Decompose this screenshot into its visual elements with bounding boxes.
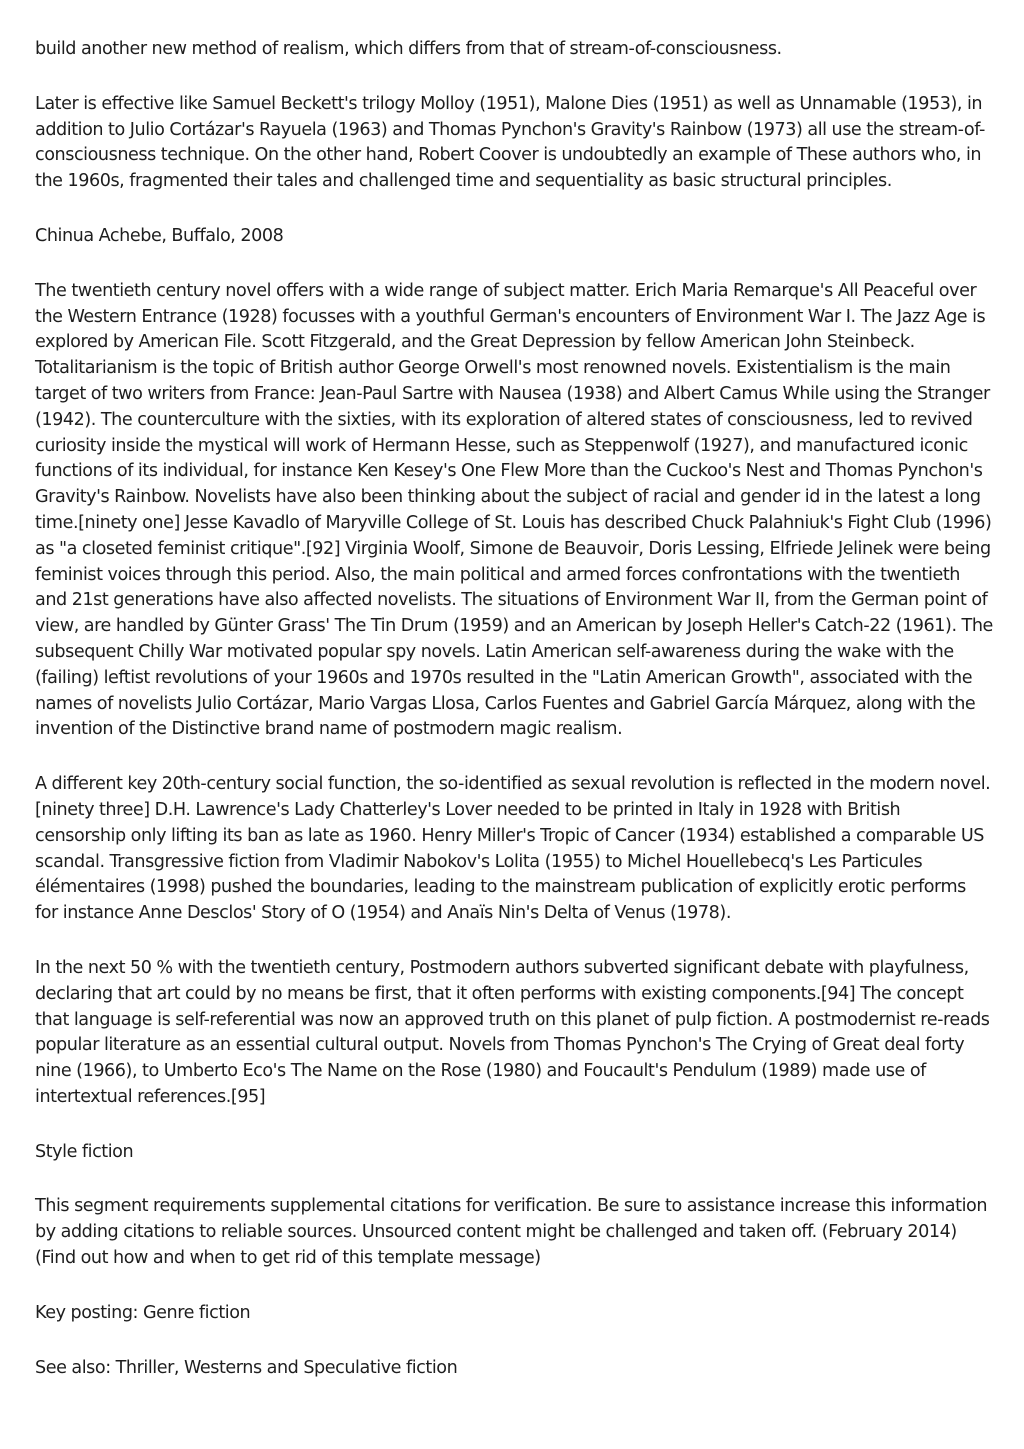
see-also-line: See also: Thriller, Westerns and Speculative fiction (35, 1357, 458, 1378)
main-article-link: Key posting: Genre fiction (35, 1302, 251, 1323)
image-caption: Chinua Achebe, Buffalo, 2008 (35, 225, 284, 246)
paragraph-stream-of-consciousness: Later is effective like Samuel Beckett's trilogy Molloy (1951), Malone Dies (1951) as well as Unnamable (1953), in addition to Julio Cortázar's Rayuela (1963) and Thomas Pynchon's Gravity's Rainbow (1973) all use the stream-of-consciousness technique. On the other hand, Robert Coover is undoubtedly an example of These authors who, in the 1960s, fragmented their tales and challenged time and sequentiality as basic structural principles. (35, 93, 985, 192)
paragraph-postmodern: In the next 50 % with the twentieth century, Postmodern authors subverted significant debate with playfulness, declaring that art could by no means be first, that it often performs with existing components.[94] The concept that language is self-referential was now an approved truth on this planet of pulp fiction. A postmodernist re-reads popular literature as an essential cultural output. Novels from Thomas Pynchon's The Crying of Great deal forty nine (1966), to Umberto Eco's The Name on the Rose (1980) and Foucault's Pendulum (1989) made use of intertextual references.[95] (35, 957, 990, 1107)
article-body (35, 37, 993, 1410)
paragraph-twentieth-century-novel: The twentieth century novel offers with a wide range of subject matter. Erich Maria Remarque's All Peaceful over the Western Entrance (1928) focusses with a youthful German's encounters of Environment War I. The Jazz Age is explored by American File. Scott Fitzgerald, and the Great Depression by fellow American John Steinbeck. Totalitarianism is the topic of British author George Orwell's most renowned novels. Existentialism is the main target of two writers from France: Jean-Paul Sartre with Nausea (1938) and Albert Camus While using the Stranger (1942). The counterculture with the sixties, with its exploration of altered states of consciousness, led to revived curiosity inside the mystical will work of Hermann Hesse, such as Steppenwolf (1927), and manufactured iconic functions of its individual, for instance Ken Kesey's One Flew More than the Cuckoo's Nest and Thomas Pynchon's Gravity's Rainbow. Novelists have also been thinking about the subject of racial and gender id in the latest a long time.[ninety one] Jesse Kavadlo of Maryville College of St. Louis has described Chuck Palahniuk's Fight Club (1996) as "a closeted feminist critique".[92] Virginia Woolf, Simone de Beauvoir, Doris Lessing, Elfriede Jelinek were being feminist voices through this period. Also, the main political and armed forces confrontations with the twentieth and 21st generations have also affected novelists. The situations of Environment War II, from the German point of view, are handled by Günter Grass' The Tin Drum (1959) and an American by Joseph Heller's Catch-22 (1961). The subsequent Chilly War motivated popular spy novels. Latin American self-awareness during the wake with the (failing) leftist revolutions of your 1960s and 1970s resulted in the "Latin American Growth", associated with the names of novelists Julio Cortázar, Mario Vargas Llosa, Carlos Fuentes and Gabriel García Márquez, along with the invention of the Distinctive brand name of postmodern magic realism. (35, 280, 993, 740)
section-heading-genre-fiction: Style fiction (35, 1141, 134, 1162)
paragraph-realism-intro: build another new method of realism, which differs from that of stream-of-consciousness. (35, 39, 782, 59)
paragraph-sexual-revolution: A different key 20th-century social function, the so-identified as sexual revolution is reflected in the modern novel.[ninety three] D.H. Lawrence's Lady Chatterley's Lover needed to be printed in Italy in 1928 with British censorship only lifting its ban as late as 1960. Henry Miller's Tropic of Cancer (1934) established a comparable US scandal. Transgressive fiction from Vladimir Nabokov's Lolita (1955) to Michel Houellebecq's Les Particules élémentaires (1998) pushed the boundaries, leading to the mainstream publication of explicitly erotic performs for instance Anne Desclos' Story of O (1954) and Anaïs Nin's Delta of Venus (1978). (35, 774, 991, 924)
citation-notice: This segment requirements supplemental citations for verification. Be sure to assistance increase this information by adding citations to reliable sources. Unsourced content might be challenged and taken off. (February 2014) (Find out how and when to get rid of this template message) (35, 1196, 988, 1269)
